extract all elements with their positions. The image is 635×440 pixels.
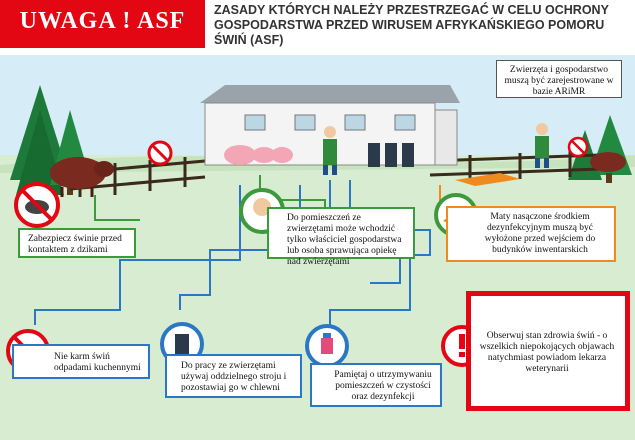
work-clothes-icon (368, 143, 414, 167)
rule-health-monitoring: Obserwuj stan zdrowia świń - o wszelkich niepokojących objawach natychmiast powiadom lekarza weterynarii (472, 331, 622, 375)
title-line: ŚWIŃ (ASF) (214, 33, 284, 47)
title-line: ZASADY KTÓRYCH NALEŻY PRZESTRZEGAĆ W CELU OCHRONY (214, 3, 609, 17)
pig-icon (224, 145, 293, 165)
rule-wild-boar: Zabezpiecz świnie przed kontaktem z dzikami (18, 228, 136, 258)
register-note: Zwierzęta i gospodarstwo muszą być zarejestrowane w bazie ARiMR (496, 60, 622, 98)
rule-cleanliness: Pamiętaj o utrzymywaniu pomieszczeń w czystości oraz dezynfekcji (310, 363, 442, 407)
rule-disinfection-mats: Maty nasączone środkiem dezynfekcyjnym muszą być wyłożone przed wejściem do budynków inwentarskich (446, 206, 616, 262)
boar-icon (590, 152, 626, 172)
rule-no-kitchen-waste: Nie karm świń odpadami kuchennymi (12, 344, 150, 379)
disinfectant-spray-icon (307, 326, 347, 366)
rule-separate-clothes: Do pracy ze zwierzętami używaj oddzielnego stroju i pozostawiaj go w chlewni (165, 354, 302, 398)
no-entry-icon (149, 142, 171, 164)
rule-entry: Do pomieszczeń ze zwierzętami może wchodzić tylko właściciel gospodarstwa lub osoba sprawująca opiekę nad zwierzętami (267, 207, 415, 259)
no-entry-icon (569, 138, 587, 156)
title-line: GOSPODARSTWA PRZED WIRUSEM AFRYKAŃSKIEGO POMORU (214, 18, 605, 32)
page-title (214, 3, 629, 48)
banner-text: UWAGA ! ASF (19, 8, 186, 34)
no-pig-contact-icon (16, 184, 58, 226)
